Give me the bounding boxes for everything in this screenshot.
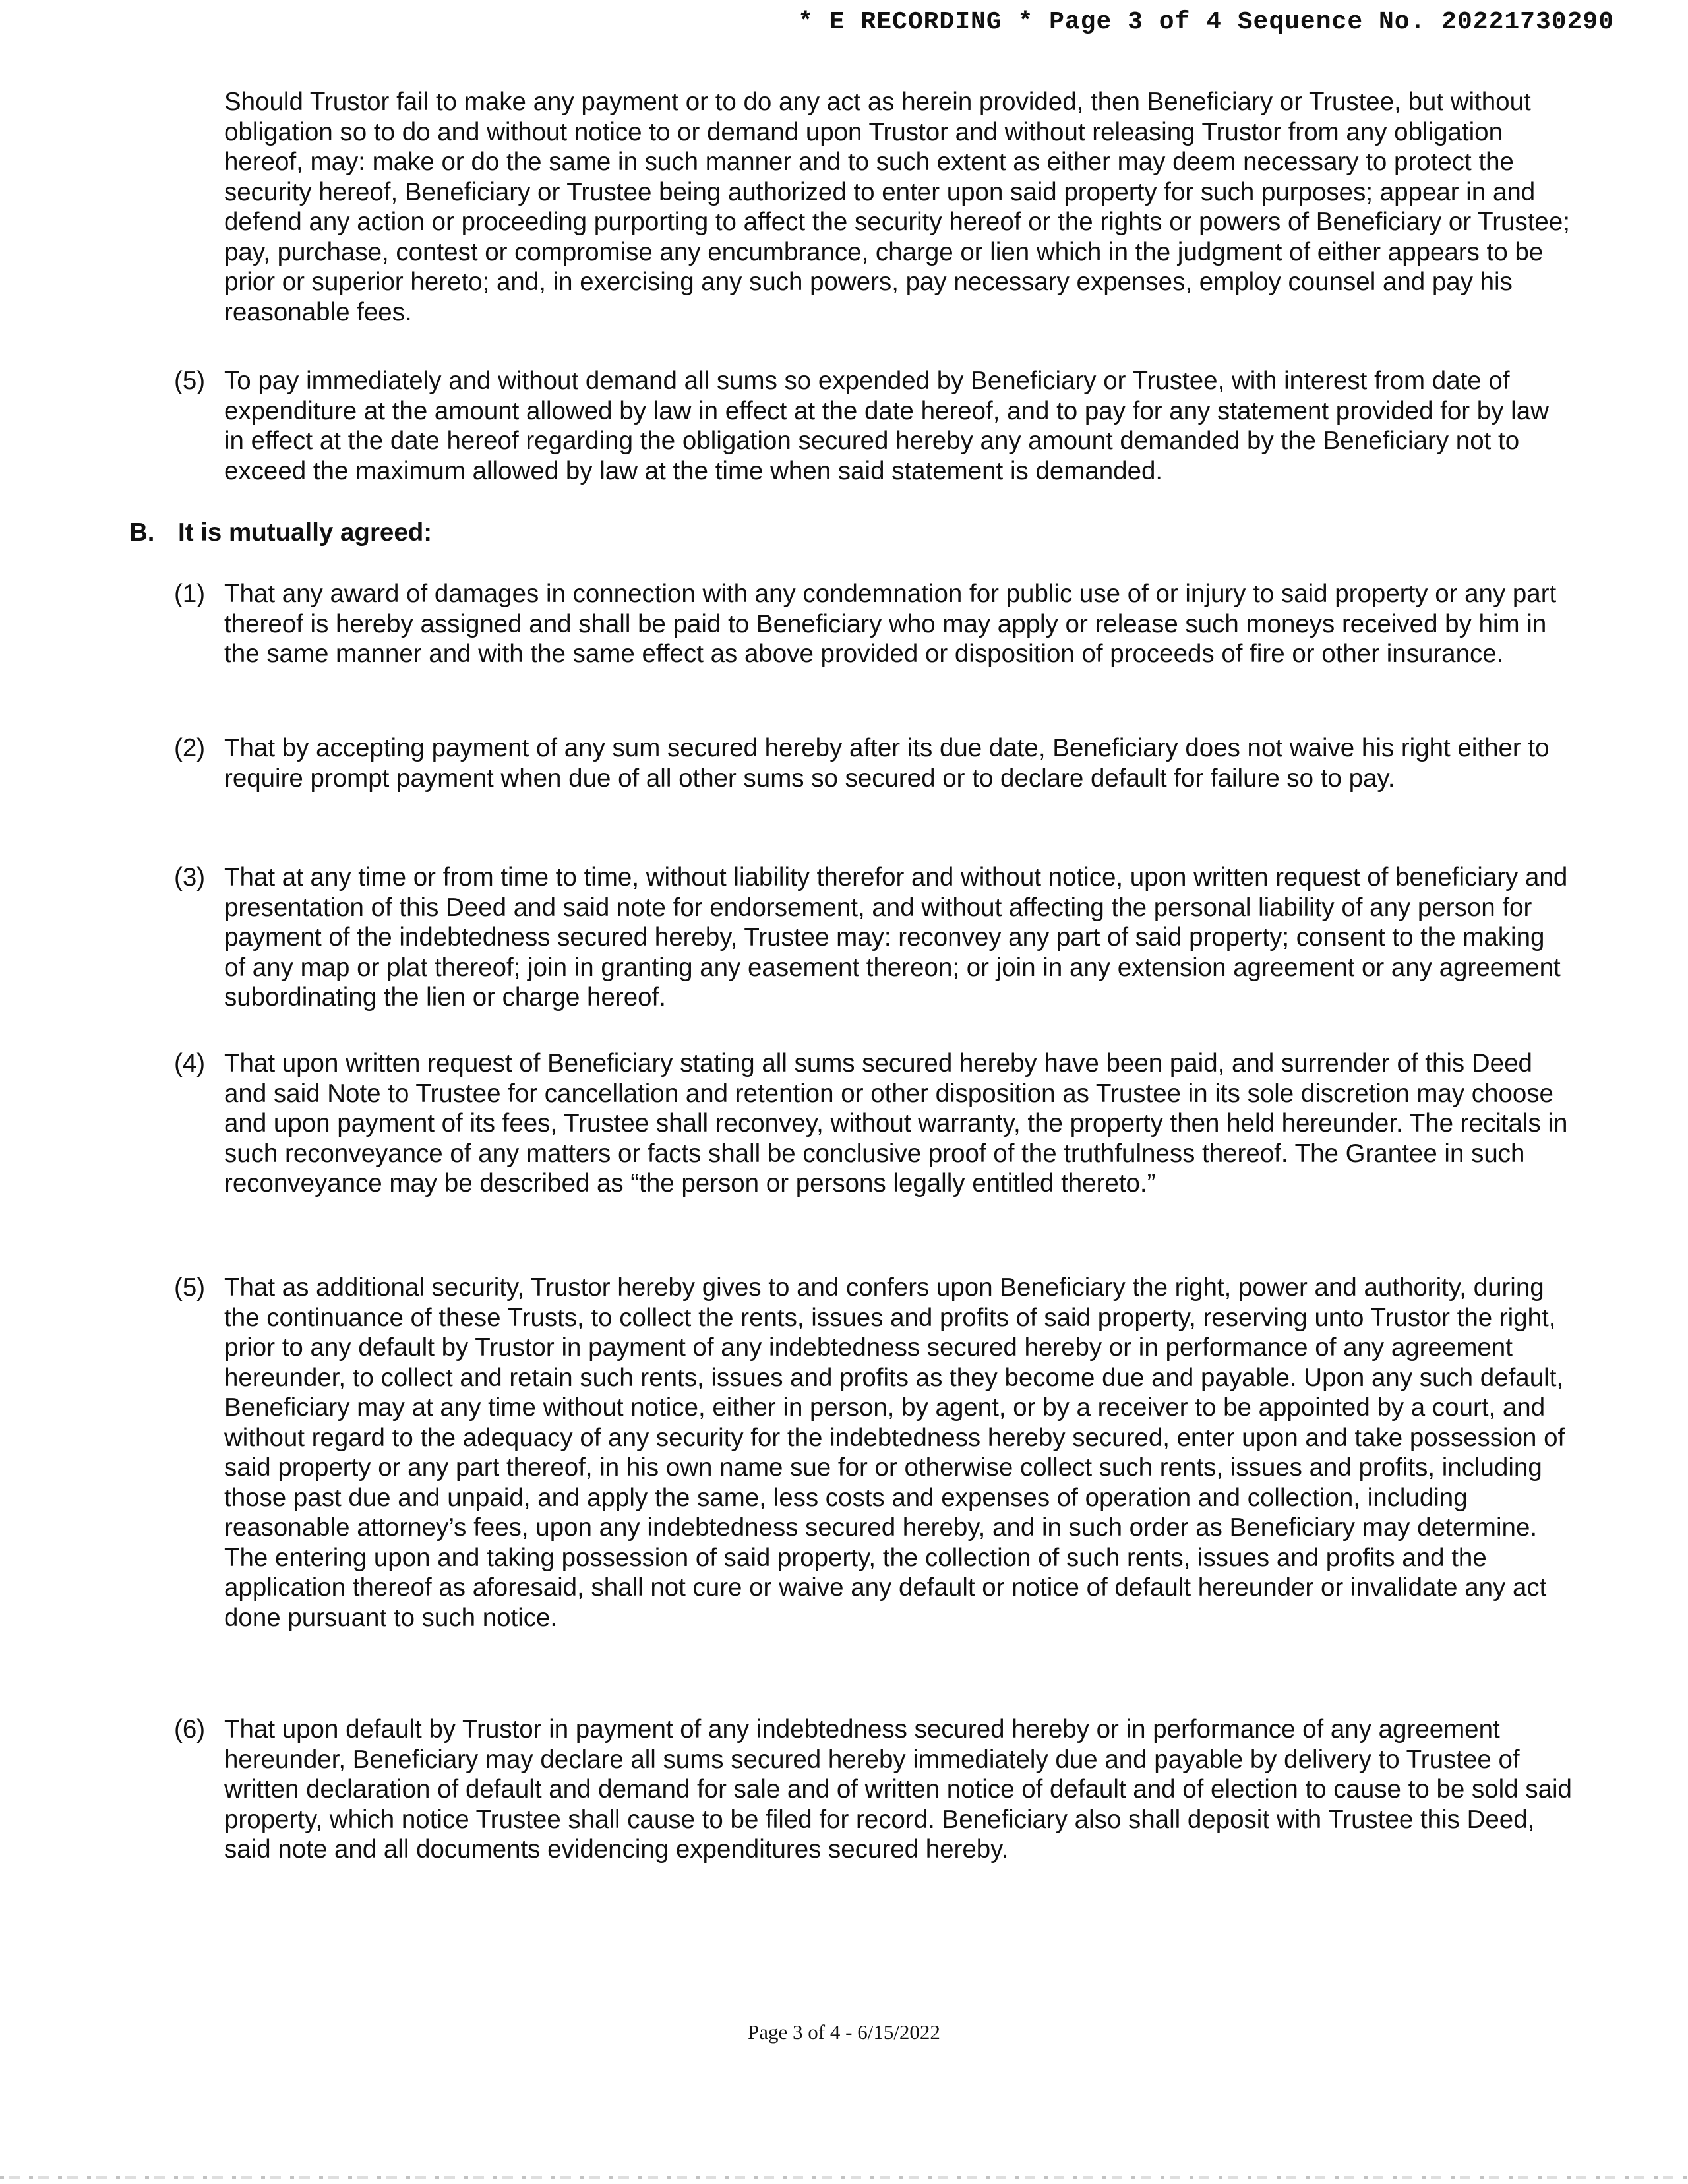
- section-b-heading: [129, 518, 432, 548]
- item-text: That upon written request of Beneficiary stating all sums secured hereby have been paid, and surrender of this Deed and said Note to Trustee for cancellation and retention or other disposition as Trustee in its sole discretion may choose and upon payment of its fees, Trustee shall reconvey, without warranty, the property then held hereunder. The recitals in such reconveyance of any matters or facts shall be conclusive proof of the truthfulness thereof. The Grantee in such reconveyance may be described as “the person or persons legally entitled thereto.”: [224, 1049, 1568, 1198]
- item-text: That at any time or from time to time, without liability therefor and without notice, upon written request of beneficiary and presentation of this Deed and said note for endorsement, and without affecting the personal liability of any person for payment of the indebtedness secured hereby, Trustee may: reconvey any part of said property; consent to the making of any map or plat thereof; join in granting any easement thereon; or join in any extension agreement or any agreement subordinating the lien or charge hereof.: [224, 863, 1568, 1012]
- recording-header: * E RECORDING * Page 3 of 4 Sequence No. 20221730290: [798, 8, 1614, 36]
- item-number: (1): [174, 580, 206, 608]
- page-footer: Page 3 of 4 - 6/15/2022: [748, 2020, 940, 2044]
- section-title: It is mutually agreed:: [178, 518, 433, 547]
- section-letter: B.: [129, 518, 155, 547]
- item-number: (2): [174, 734, 206, 762]
- item-text: That upon default by Trustor in payment of any indebtedness secured hereby or in performance of any agreement hereunder, Beneficiary may declare all sums secured hereby immediately due and payable by delivery to Trustee of written declaration of default and demand for sale and of written notice of default and of election to cause to be sold said property, which notice Trustee shall cause to be filed for record. Beneficiary also shall deposit with Trustee this Deed, said note and all documents evidencing expenditures secured hereby.: [224, 1715, 1572, 1864]
- continuation-paragraph: Should Trustor fail to make any payment or to do any act as herein provided, then Beneficiary or Trustee, but without obligation so to do and without notice to or demand upon Trustor and without releasing Trustor from any obligation hereof, may: make or do the same in such manner and to such extent as either may deem necessary to protect the security hereof, Beneficiary or Trustee being authorized to enter upon said property for such purposes; appear in and defend any action or proceeding purporting to affect the security hereof or the rights or powers of Beneficiary or Trustee; pay, purchase, contest or compromise any encumbrance, charge or lien which in the judgment of either appears to be prior or superior hereto; and, in exercising any such powers, pay necessary expenses, employ counsel and pay his reasonable fees.: [224, 88, 1570, 326]
- item-text: That as additional security, Trustor hereby gives to and confers upon Beneficiary the right, power and authority, during the continuance of these Trusts, to collect the rents, issues and profits of said property, reserving unto Trustor the right, prior to any default by Trustor in payment of any indebtedness secured hereby or in performance of any agreement hereunder, to collect and retain such rents, issues and profits as they become due and payable. Upon any such default, Beneficiary may at any time without notice, either in person, by agent, or by a receiver to be appointed by a court, and without regard to the adequacy of any security for the indebtedness hereby secured, enter upon and take possession of said property or any part thereof, in his own name sue for or otherwise collect such rents, issues and profits, including those past due and unpaid, and apply the same, less costs and expenses of operation and collection, including reasonable attorney’s fees, upon any indebtedness secured hereby, and in such order as Beneficiary may determine. The entering upon and taking possession of said property, the collection of such rents, issues and profits and the application thereof as aforesaid, shall not cure or waive any default or notice of default hereunder or invalidate any act done pursuant to such notice.: [224, 1273, 1565, 1632]
- item-number: (5): [174, 1273, 206, 1302]
- item-text: That any award of damages in connection with any condemnation for public use of or injury to said property or any part thereof is hereby assigned and shall be paid to Beneficiary who may apply or release such moneys received by him in the same manner and with the same effect as above provided or disposition of proceeds of fire or other insurance.: [224, 580, 1557, 668]
- item-number: (3): [174, 863, 206, 892]
- scan-edge-artifact: [0, 2176, 1688, 2179]
- item-number: (4): [174, 1049, 206, 1077]
- item-text: To pay immediately and without demand all sums so expended by Beneficiary or Trustee, with interest from date of expenditure at the amount allowed by law in effect at the date hereof, and to pay for any statement provided for by law in effect at the date hereof regarding the obligation secured hereby any amount demanded by the Beneficiary not to exceed the maximum allowed by law at the time when said statement is demanded.: [224, 367, 1549, 485]
- item-text: That by accepting payment of any sum secured hereby after its due date, Beneficiary does not waive his right either to require prompt payment when due of all other sums so secured or to declare default for failure so to pay.: [224, 734, 1550, 793]
- item-number: (6): [174, 1715, 206, 1744]
- item-number: (5): [174, 367, 206, 395]
